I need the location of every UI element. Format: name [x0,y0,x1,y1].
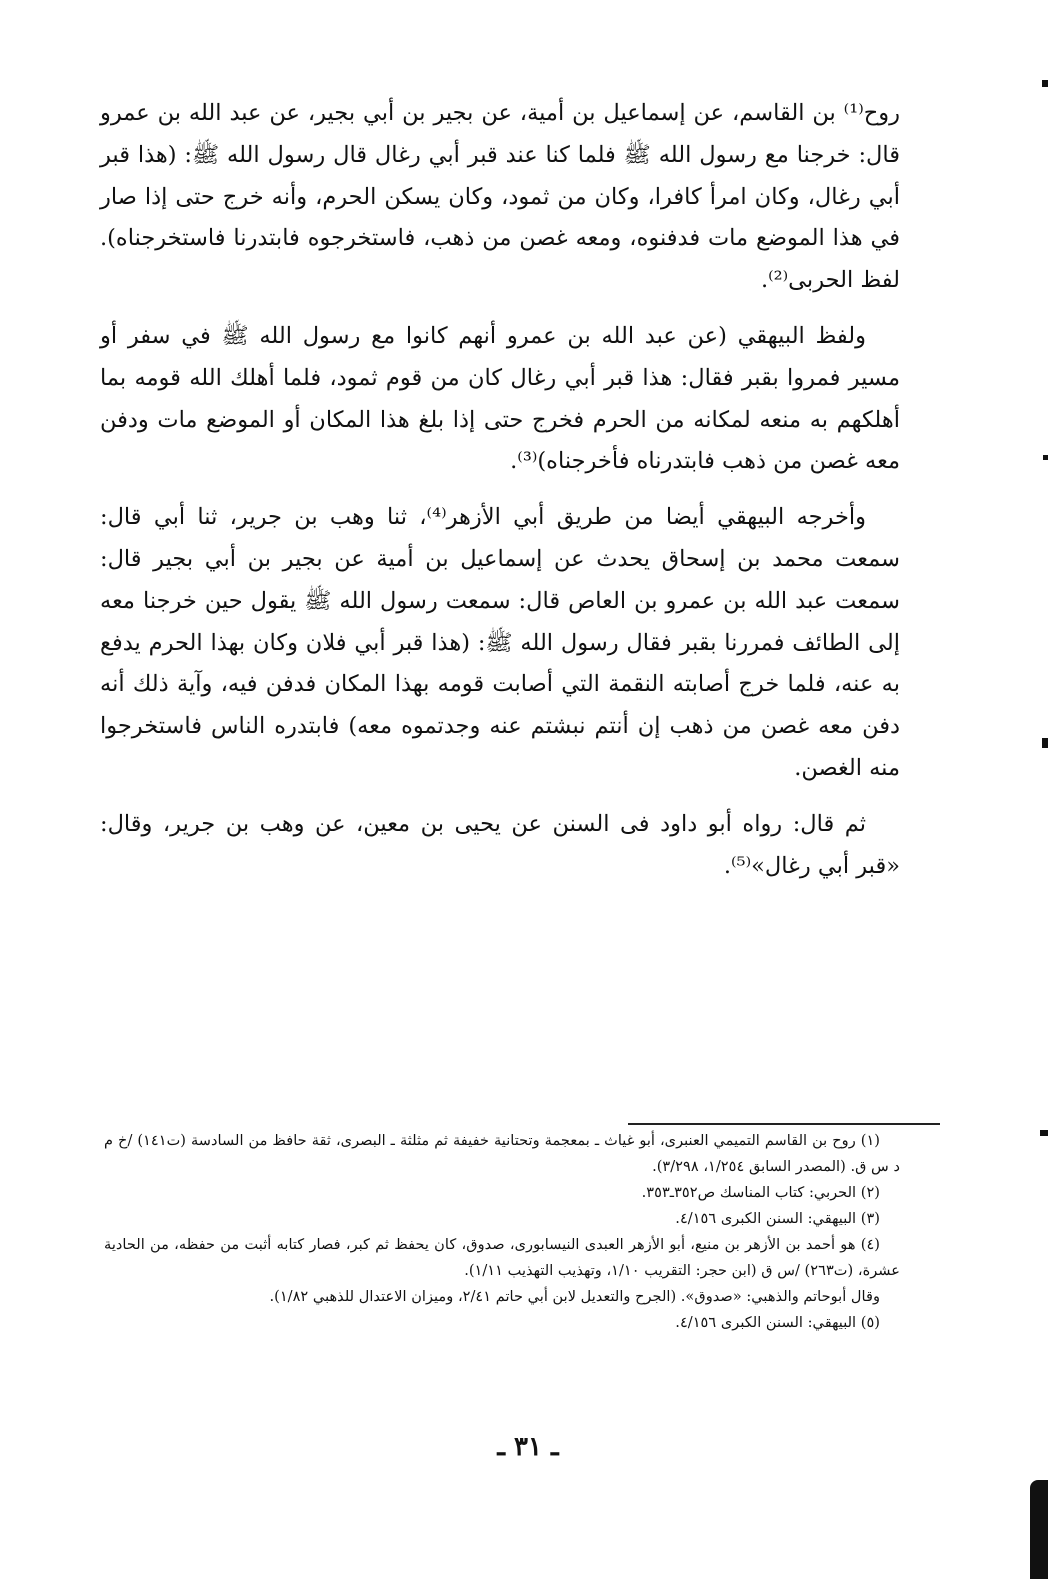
scan-mark [1042,80,1048,87]
paragraph-4: ثم قال: رواه أبو داود فى السنن عن يحيى بن معين، عن وهب بن جرير، وقال: «قبر أبي رغال»⁽⁵⁾. [100,810,900,879]
footnote-1: (١) روح بن القاسم التميمي العنبرى، أبو غياث ـ بمعجمة وتحتانية خفيفة ثم مثلثة ـ البصرى، ثقة حافظ من السادسة (ت١٤١) /خ م د س ق. (المصدر السابق ١/٢٥٤، ٣/٢٩٨). [104,1132,900,1175]
paragraph-3: وأخرجه البيهقي أيضا من طريق أبي الأزهر⁽⁴⁾، ثنا وهب بن جرير، ثنا أبي قال: سمعت محمد بن إسحاق يحدث عن إسماعيل بن أمية عن بجير بن أبي بجير قال: سمعت عبد الله بن عمرو بن العاص قال: سمعت رسول الله ﷺ يقول حين خرجنا معه إلى الطائف فمررنا بقبر فقال رسول الله ﷺ: (هذا قبر أبي فلان وكان بهذا الحرم يدفع به عنه، فلما خرج أصابته النقمة التي أصابت قومه بهذا المكان فدفن فيه، وآية ذلك أنه دفن معه غصن من ذهب إن أنتم نبشتم عنه وجدتموه معه) فابتدره الناس فاستخرجوا منه الغصن. [100,504,900,781]
footnote-4-continued: وقال أبوحاتم والذهبي: «صدوق». (الجرح والتعديل لابن أبي حاتم ٢/٤١، وميزان الاعتدال للذهبي ١/٨٢). [269,1288,880,1305]
footnotes [104,1128,900,1336]
footnote-2: (٢) الحربي: كتاب المناسك ص٣٥٢ـ٣٥٣. [641,1184,880,1201]
footnote-4: (٤) هو أحمد بن الأزهر بن منيع، أبو الأزهر العبدى النيسابورى، صدوق، كان يحفظ ثم كبر، فصار كتابه أثبت من حفظه، من الحادية عشرة، (ت٢٦٣) /س ق (ابن حجر: التقريب ١/١٠، وتهذيب التهذيب ١/١١). [104,1236,900,1279]
scan-mark [1043,455,1048,460]
page-number: ـ ٣١ ـ [497,1432,559,1462]
main-text [100,93,900,901]
paragraph-2: ولفظ البيهقي (عن عبد الله بن عمرو أنهم كانوا مع رسول الله ﷺ في سفر أو مسير فمروا بقبر فقال: هذا قبر أبي رغال كان من قوم ثمود، فلما أهلك الله قومه بما أهلكهم به منعه لمكانه من الحرم فخرج حتى إذا بلغ هذا المكان أو الموضع مات ودفن معه غصن من ذهب فابتدرناه فأخرجناه)⁽³⁾. [100,322,900,475]
scan-mark [1042,738,1048,748]
scan-mark [1030,1480,1048,1579]
footnote-3: (٣) البيهقي: السنن الكبرى ٤/١٥٦. [675,1210,880,1227]
paragraph-1: روح⁽¹⁾ بن القاسم، عن إسماعيل بن أمية، عن بجير بن أبي بجير، عن عبد الله بن عمرو قال: خرجنا مع رسول الله ﷺ فلما كنا عند قبر أبي رغال قال رسول الله ﷺ: (هذا قبر أبي رغال، وكان امرأ كافرا، وكان من ثمود، وكان يسكن الحرم، وأنه خرج حتى إذا صار في هذا الموضع مات فدفنوه، ومعه غصن من ذهب، فاستخرجوه فابتدرنا فاستخرجناه). لفظ الحربى⁽²⁾. [100,100,900,294]
footnote-5: (٥) البيهقي: السنن الكبرى ٤/١٥٦. [675,1314,880,1331]
scan-mark [1040,1130,1048,1136]
footnote-separator [628,1123,940,1125]
